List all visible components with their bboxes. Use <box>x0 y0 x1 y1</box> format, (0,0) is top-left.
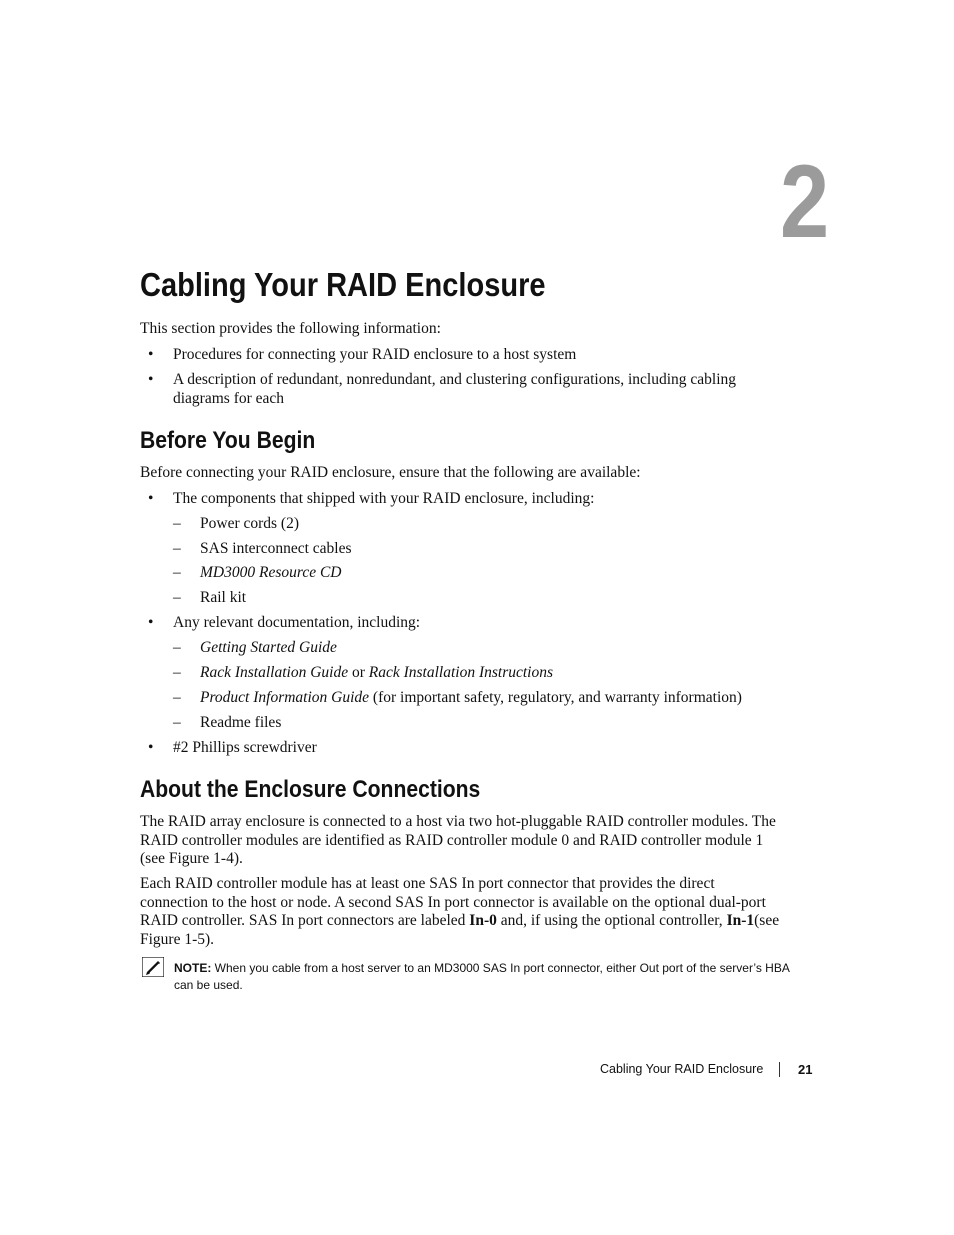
port-label-in0: In-0 <box>469 912 497 930</box>
doc-connector: or <box>348 664 369 681</box>
dash-marker: – <box>173 664 181 681</box>
footer-divider <box>779 1062 780 1077</box>
bullet-marker: • <box>148 371 154 388</box>
doc-title: Getting Started Guide <box>200 639 337 656</box>
footer-section-title: Cabling Your RAID Enclosure <box>600 1062 764 1076</box>
dash-marker: – <box>173 515 181 532</box>
about-paragraph-2 <box>140 875 780 950</box>
doc-title: Rack Installation Guide <box>200 664 349 681</box>
dash-marker: – <box>173 540 181 557</box>
note-pencil-icon <box>142 957 164 977</box>
dash-marker: – <box>173 564 181 581</box>
text-run: Each RAID controller module has at least one SAS In port connector that provides the direct connection to the host or node. A second SAS In port connector is available on the optional dual-port RAID controller. SAS In port connectors are labeled <box>140 875 766 930</box>
about-paragraph-1: The RAID array enclosure is connected to a host via two hot-pluggable RAID controller modules. The RAID controller modules are identified as RAID controller module 0 and RAID controller module 1 (see Figure 1-4). <box>140 813 776 868</box>
page-number: 21 <box>798 1062 813 1077</box>
component-item: SAS interconnect cables <box>200 540 352 557</box>
dash-marker: – <box>173 714 181 731</box>
doc-item <box>200 663 800 682</box>
component-item: Power cords (2) <box>200 515 300 532</box>
doc-description: (for important safety, regulatory, and warranty information) <box>369 689 742 706</box>
text-run: and, if using the optional controller, <box>496 912 727 930</box>
intro-paragraph: This section provides the following information: <box>140 320 441 337</box>
tool-bullet: #2 Phillips screwdriver <box>173 739 317 756</box>
doc-item <box>200 638 800 657</box>
component-item: Rail kit <box>200 589 247 606</box>
dash-marker: – <box>173 639 181 656</box>
text-run: (see Figure 1-5). <box>140 912 780 949</box>
bullet-marker: • <box>148 614 154 631</box>
component-item: MD3000 Resource CD <box>200 564 342 581</box>
doc-item <box>200 688 800 707</box>
note-block <box>174 960 794 994</box>
bullet-marker: • <box>148 739 154 756</box>
docs-bullet: Any relevant documentation, including: <box>173 614 421 631</box>
note-label: NOTE: <box>174 961 212 975</box>
intro-bullet-2: A description of redundant, nonredundant, and clustering configurations, including cabling diagrams for each <box>173 371 737 407</box>
bullet-marker: • <box>148 346 154 363</box>
note-text: When you cable from a host server to an MD3000 SAS In port connector, either Out port of the server’s HBA can be used. <box>174 961 790 992</box>
before-lead: Before connecting your RAID enclosure, ensure that the following are available: <box>140 464 641 481</box>
doc-title: Product Information Guide <box>200 689 370 706</box>
port-label-in1: In-1 <box>726 912 755 930</box>
section-heading-about: About the Enclosure Connections <box>140 776 481 803</box>
dash-marker: – <box>173 689 181 706</box>
bullet-marker: • <box>148 490 154 507</box>
doc-item: Readme files <box>200 714 282 731</box>
page-title: Cabling Your RAID Enclosure <box>140 266 546 303</box>
section-heading-before: Before You Begin <box>140 427 316 454</box>
chapter-number: 2 <box>780 144 830 260</box>
intro-bullet-1: Procedures for connecting your RAID enclosure to a host system <box>173 346 577 363</box>
dash-marker: – <box>173 589 181 606</box>
components-bullet: The components that shipped with your RAID enclosure, including: <box>173 490 595 507</box>
doc-title: Rack Installation Instructions <box>368 664 554 681</box>
